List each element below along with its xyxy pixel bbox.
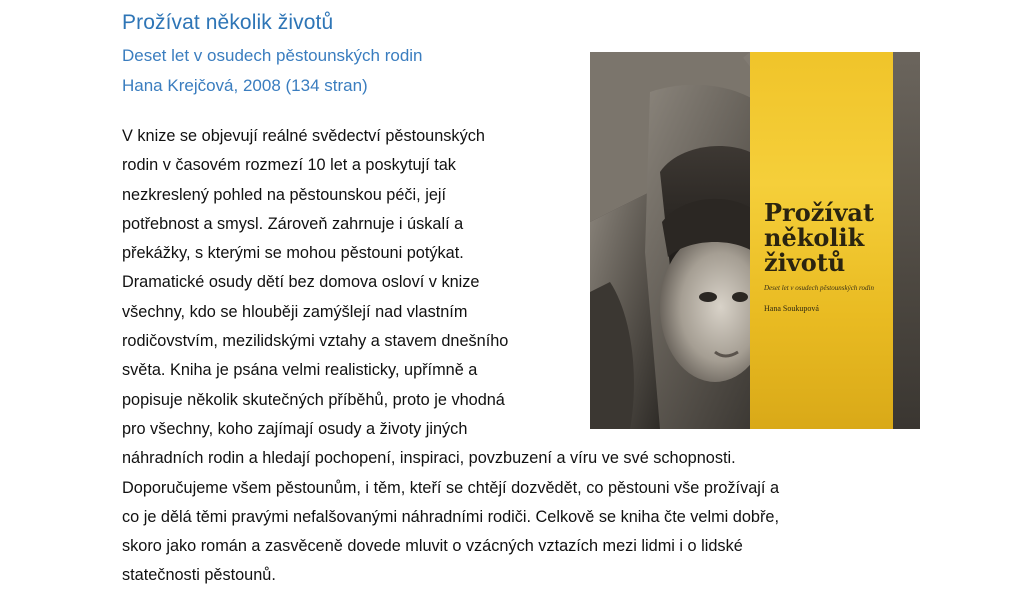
description-line: náhradních rodin a hledají pochopení, inspiraci, povzbuzení a víru ve své schopnosti. [122,449,736,468]
description-line: pro všechny, koho zajímají osudy a životy jiných [122,419,468,438]
cover-title-line: několik [764,223,865,252]
description-line: potřebnost a smysl. Zároveň zahrnuje i úskalí a [122,214,464,233]
description-line: světa. Kniha je psána velmi realisticky, upřímně a [122,361,478,380]
book-description [122,122,902,591]
cover-author: Hana Soukupová [764,304,819,313]
description-line: popisuje několik skutečných příběhů, proto je vhodná [122,390,505,409]
cover-title-line: životů [764,248,846,277]
cover-title-line: Prožívat [764,198,875,227]
book-subtitle: Deset let v osudech pěstounských rodin [122,46,423,65]
description-line: skoro jako román a zasvěceně dovede mluvit o vzácných vztazích mezi lidmi i o lidské [122,537,743,556]
description-line: rodin v časovém rozmezí 10 let a poskytují tak [122,156,456,175]
description-line: co je dělá těmi pravými nefalšovanými náhradními rodiči. Celkově se kniha čte velmi dobře, [122,507,779,526]
description-line: překážky, s kterými se mohou pěstouni potýkat. [122,244,464,263]
cover-subtitle: Deset let v osudech pěstounských rodin [764,284,874,292]
description-line: nezkreslený pohled na pěstounskou péči, její [122,185,447,204]
description-line: statečnosti pěstounů. [122,566,276,585]
description-line: všechny, kdo se hlouběji zamýšlejí nad vlastním [122,302,468,321]
book-author-line: Hana Krejčová, 2008 (134 stran) [122,76,368,95]
description-line: V knize se objevují reálné svědectví pěstounských [122,127,485,145]
description-line: rodičovstvím, mezilidskými vztahy a stavem dnešního [122,332,509,351]
book-title: Prožívat několik životů [122,11,334,34]
description-line: Doporučujeme všem pěstounům, i těm, kteří se chtějí dozvědět, co pěstouni vše prožívají a [122,478,779,497]
description-line: Dramatické osudy dětí bez domova osloví v knize [122,273,480,292]
